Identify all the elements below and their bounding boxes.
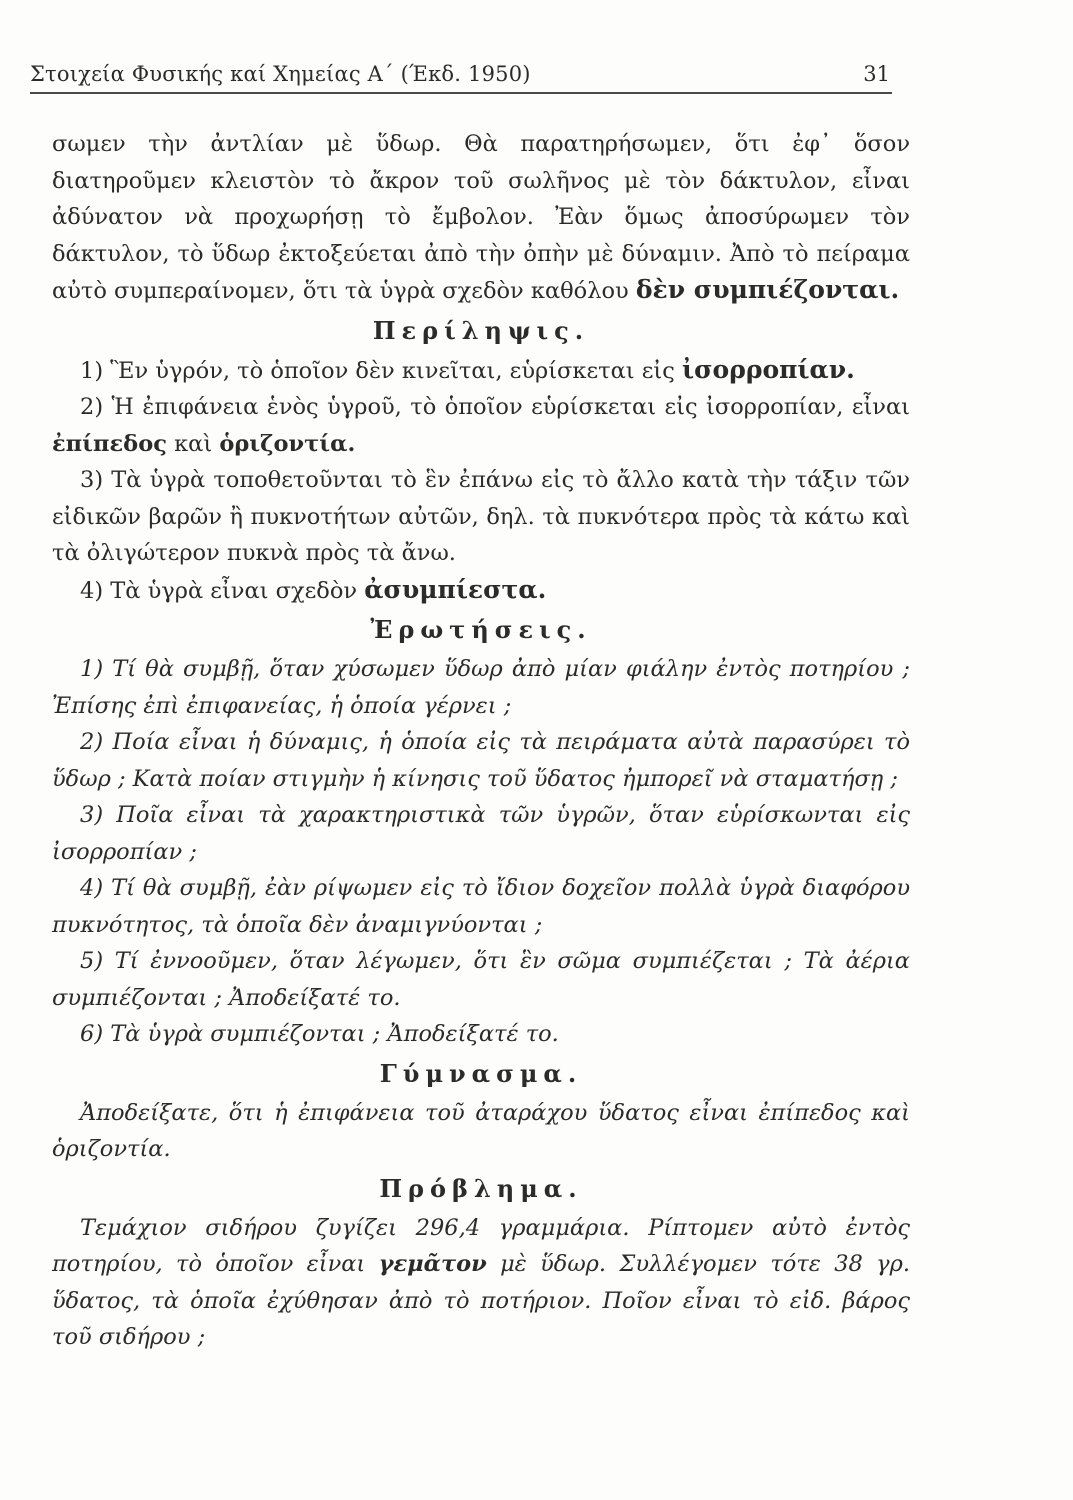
question-6: 6) Τὰ ὑγρὰ συμπιέζονται ; Ἀποδείξατέ το. [80,1021,559,1047]
running-head-title: Στοιχεία Φυσικής καί Χημείας Α΄ (Έκδ. 1950) [30,62,531,86]
question-4: 4) Τί θὰ συμβῇ, ἐὰν ρίψωμεν εἰς τὸ ἴδιον δοχεῖον πολλὰ ὑγρὰ διαφόρου πυκνότητος, τὰ ὁποῖα δὲν ἀναμιγνύονται ; [52,875,910,938]
summary-heading: Περίληψις. [372,315,590,345]
summary-item-4-text: 4) Τὰ ὑγρὰ εἶναι σχεδὸν [80,577,358,604]
question-5: 5) Τί ἐννοοῦμεν, ὅταν λέγωμεν, ὅτι ἓν σῶμα συμπιέζεται ; Τὰ ἀέρια συμπιέζονται ; Ἀποδείξατέ το. [52,948,910,1011]
intro-text: σωμεν τὴν ἀντλίαν μὲ ὕδωρ. Θὰ παρατηρήσωμεν, ὅτι ἐφ᾽ ὅσον διατηροῦμεν κλειστὸν τὸ ἄκρον τοῦ σωλῆνος μὲ τὸν δάκτυλον, εἶναι ἀδύνατον νὰ προχωρήσῃ τὸ ἔμβολον. Ἐὰν ὅμως ἀποσύρωμεν τὸν δάκτυλον, τὸ ὕδωρ ἐκτοξεύεται ἀπὸ τὴν ὀπὴν μὲ δύναμιν. Ἀπὸ τὸ πείραμα αὐτὸ συμπεραίνομεν, ὅτι τὰ ὑγρὰ σχεδὸν καθόλου [52,131,910,304]
summary-item-4-emphasis: ἀσυμπίεστα. [364,574,547,604]
body-text [52,126,910,1356]
summary-item-1 [52,352,910,390]
question-2: 2) Ποία εἶναι ἡ δύναμις, ἡ ὁποία εἰς τὰ πειράματα αὐτὰ παρασύρει τὸ ὕδωρ ; Κατὰ ποίαν στιγμὴν ἡ κίνησις τοῦ ὕδατος ἠμπορεῖ νὰ σταματήσῃ ; [52,729,910,792]
problem-text-c: μὲ ὕδωρ. Συλλέγομεν τότε 38 γρ. ὕδατος, τὰ ὁποῖα ἐχύθησαν ἀπὸ τὸ ποτήριον. Ποῖον εἶναι τὸ εἰδ. βάρος τοῦ σιδήρου ; [52,1251,910,1350]
problem-block [52,1210,910,1356]
problem-emphasis: γεμᾶτον [378,1251,487,1277]
questions-list [52,651,910,1053]
summary-item-1-emphasis: ἰσορροπίαν. [681,354,855,384]
summary-item-2-text: 2) Ἡ ἐπιφάνεια ἑνὸς ὑγροῦ, τὸ ὁποῖον εὑρίσκεται εἰς ἰσορροπίαν, εἶναι [80,394,910,420]
summary-item-2-emphasis-a: ἐπίπεδος [52,430,167,457]
exercise-heading: Γύμνασμα. [379,1058,583,1088]
problem-text-a: Τεμάχιον σιδήρου ζυγίζει 296,4 γραμμάρια. Ρίπτομεν αὐτὸ ἐντὸς ποτηρίου, τὸ ὁποῖον εἶναι [52,1214,910,1277]
summary-item-2-conj: καὶ [174,430,213,457]
question-1: 1) Τί θὰ συμβῇ, ὅταν χύσωμεν ὕδωρ ἀπὸ μίαν φιάλην ἐντὸς ποτηρίου ; Ἐπίσης ἐπὶ ἐπιφανείας, ἡ ὁποία γέρνει ; [52,656,910,719]
running-head [30,60,892,94]
exercise-text: Ἀποδείξατε, ὅτι ἡ ἐπιφάνεια τοῦ ἀταράχου ὕδατος εἶναι ἐπίπεδος καὶ ὁριζοντία. [52,1099,910,1162]
intro-paragraph [52,126,910,310]
summary-item-3: 3) Τὰ ὑγρὰ τοποθετοῦνται τὸ ἓν ἐπάνω εἰς τὸ ἄλλο κατὰ τὴν τάξιν τῶν εἰδικῶν βαρῶν ἢ πυκνοτήτων αὐτῶν, δηλ. τὰ πυκνότερα πρὸς τὰ κάτω καὶ τὰ ὀλιγώτερον πυκνὰ πρὸς τὰ ἄνω. [52,467,910,566]
questions-heading: Ἐρωτήσεις. [370,615,592,644]
page-number: 31 [863,62,890,86]
problem-text [52,1210,910,1356]
summary-item-1-text: 1) Ἓν ὑγρόν, τὸ ὁποῖον δὲν κινεῖται, εὑρίσκεται εἰς [80,357,675,384]
summary-item-2 [52,389,910,462]
summary-item-2-emphasis-b: ὁριζοντία. [219,430,356,457]
summary-item-4 [52,572,910,610]
exercise-block [52,1095,910,1168]
problem-heading: Πρόβλημα. [379,1173,583,1203]
intro-emphasis: δὲν συμπιέζονται. [635,275,900,304]
question-3: 3) Ποῖα εἶναι τὰ χαρακτηριστικὰ τῶν ὑγρῶν, ὅταν εὑρίσκωνται εἰς ἰσορροπίαν ; [52,802,910,865]
